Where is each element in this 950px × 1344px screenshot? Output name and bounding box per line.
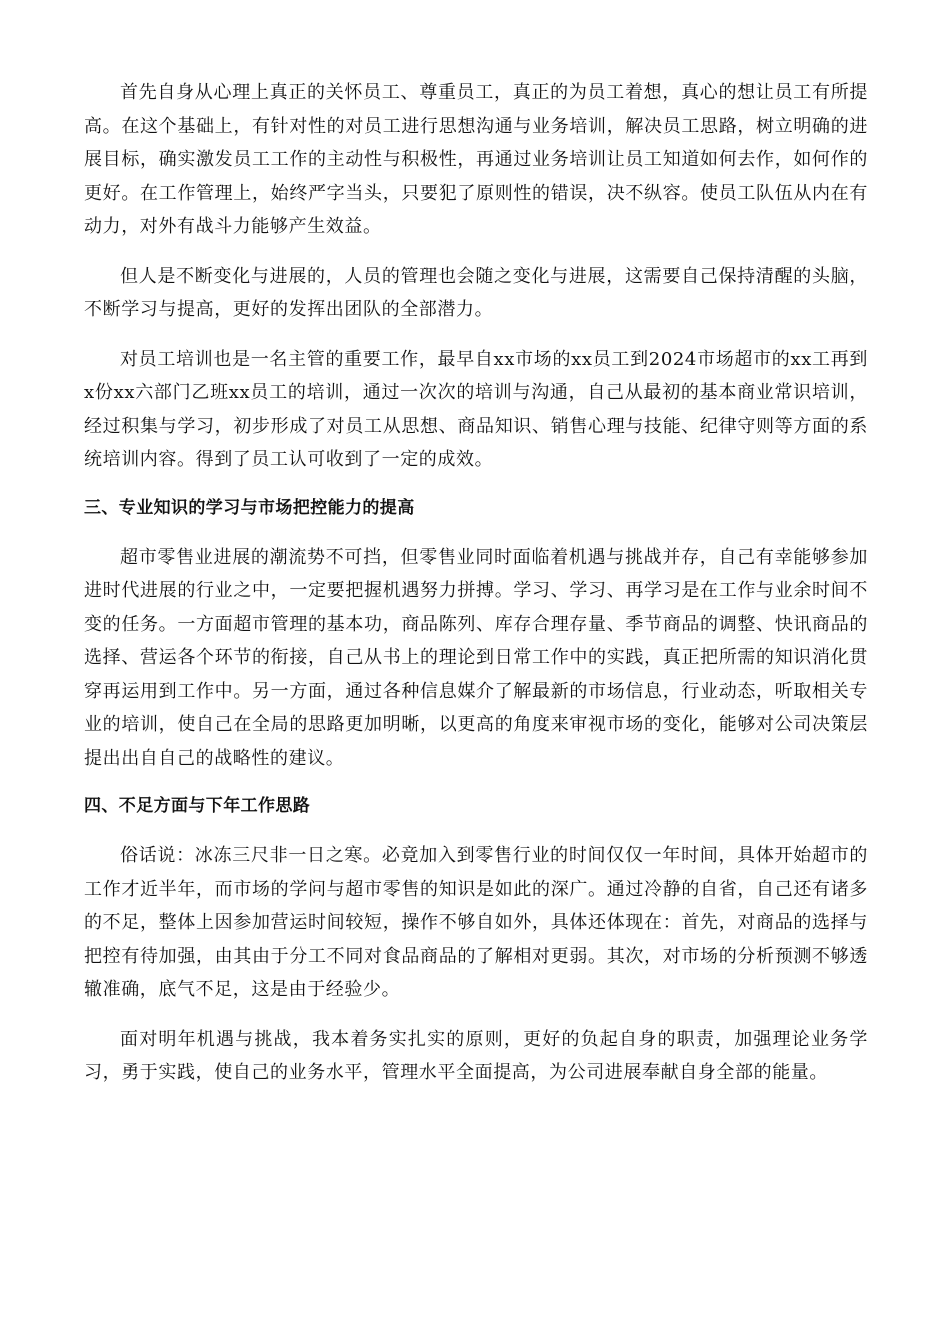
paragraph-next-year: 面对明年机遇与挑战，我本着务实扎实的原则，更好的负起自身的职责，加强理论业务学习，勇于实践，使自己的业务水平，管理水平全面提高，为公司进展奉献自身全部的能量。 — [84, 1028, 868, 1083]
section-heading-shortcomings-plan: 四、不足方面与下年工作思路 — [84, 796, 311, 816]
paragraph-people-management: 但人是不断变化与进展的，人员的管理也会随之变化与进展，这需要自己保持清醒的头脑，不断学习与提高，更好的发挥出团队的全部潜力。 — [84, 265, 868, 320]
document-body — [84, 76, 868, 1106]
paragraph-retail-learning: 超市零售业进展的潮流势不可挡，但零售业同时面临着机遇与挑战并存，自己有幸能够参加进时代进展的行业之中，一定要把握机遇努力拼搏。学习、学习、再学习是在工作与业余时间不变的任务。一方面超市管理的基本功，商品陈列、库存合理存量、季节商品的调整、快讯商品的选择、营运各个环节的衔接，自己从书上的理论到日常工作中的实践，真正把所需的知识消化贯穿再运用到工作中。另一方面，通过各种信息媒介了解最新的市场信息，行业动态，听取相关专业的培训，使自己在全局的思路更加明晰，以更高的角度来审视市场的变化，能够对公司决策层提出出自自己的战略性的建议。 — [84, 546, 868, 769]
paragraph-staff-care: 首先自身从心理上真正的关怀员工、尊重员工，真正的为员工着想，真心的想让员工有所提高。在这个基础上，有针对性的对员工进行思想沟通与业务培训，解决员工思路，树立明确的进展目标，确实激发员工工作的主动性与积极性，再通过业务培训让员工知道如何去作，如何作的更好。在工作管理上，始终严字当头，只要犯了原则性的错误，决不纵容。使员工队伍从内在有动力，对外有战斗力能够产生效益。 — [84, 82, 868, 237]
paragraph-staff-training: 对员工培训也是一名主管的重要工作，最早自xx市场的xx员工到2024市场超市的xx工再到x份xx六部门乙班xx员工的培训，通过一次次的培训与沟通，自己从最初的基本商业常识培训，经过积集与学习，初步形成了对员工从思想、商品知识、销售心理与技能、纪律守则等方面的系统培训内容。得到了员工认可收到了一定的成效。 — [84, 348, 868, 470]
paragraph-shortcomings: 俗话说：冰冻三尺非一日之寒。必竟加入到零售行业的时间仅仅一年时间，具体开始超市的工作才近半年，而市场的学问与超市零售的知识是如此的深广。通过冷静的自省，自己还有诸多的不足，整体上因参加营运时间较短，操作不够自如外，具体还体现在：首先，对商品的选择与把控有待加强，由其由于分工不同对食品商品的了解相对更弱。其次，对市场的分析预测不够透辙准确，底气不足，这是由于经验少。 — [84, 845, 868, 1000]
section-heading-professional-knowledge: 三、专业知识的学习与市场把控能力的提高 — [84, 497, 415, 518]
